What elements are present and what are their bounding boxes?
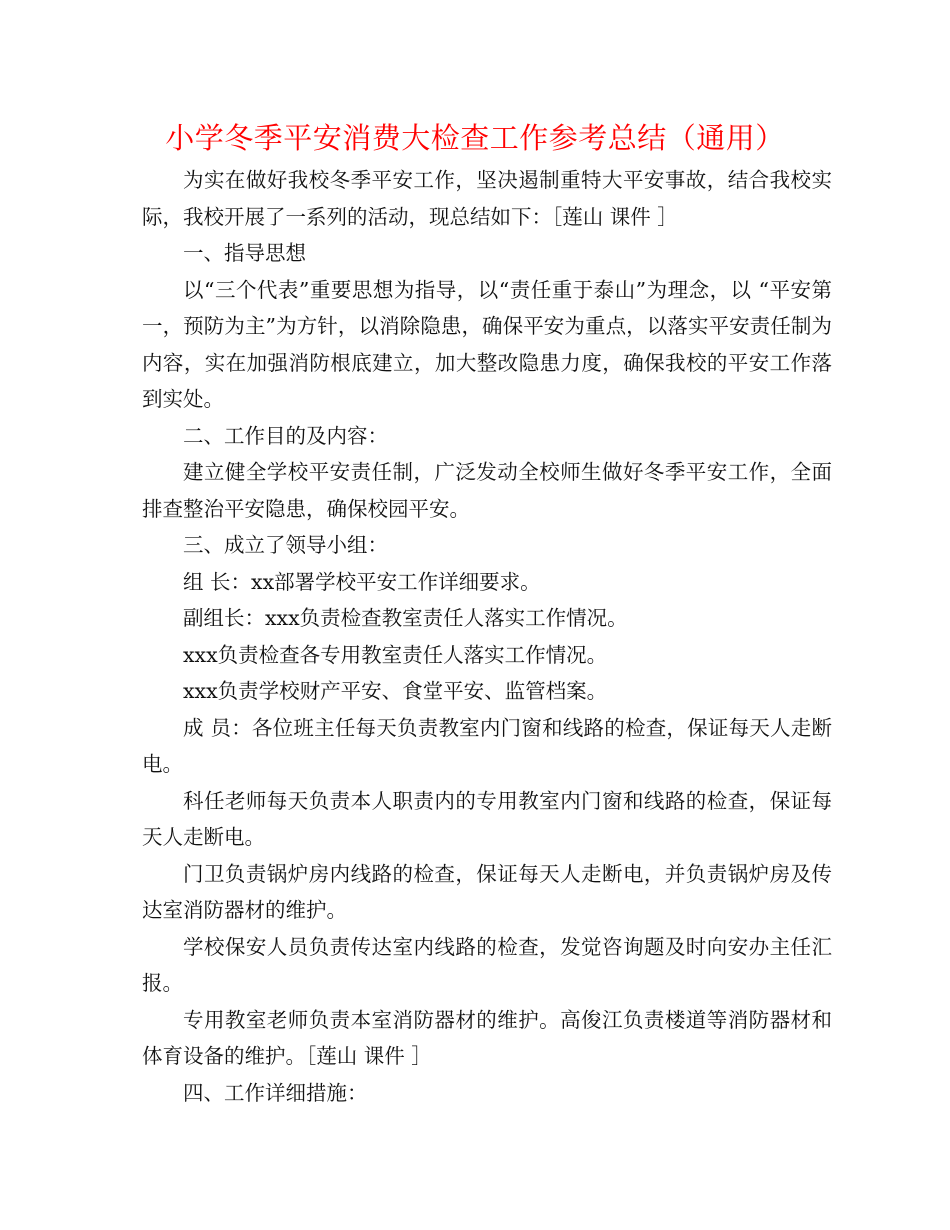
document-body xyxy=(142,162,832,1111)
paragraph-members: 成 员：各位班主任每天负责教室内门窗和线路的检查，保证每天人走断电。 xyxy=(142,715,832,776)
paragraph-member-property: xxx负责学校财产平安、食堂平安、监管档案。 xyxy=(183,679,608,703)
paragraph-group-leader: 组 长：xx部署学校平安工作详细要求。 xyxy=(183,569,541,594)
heading-guiding-ideology: 一、指导思想 xyxy=(183,241,306,265)
paragraph-subject-teachers: 科任老师每天负责本人职责内的专用教室内门窗和线路的检查，保证每天人走断电。 xyxy=(142,788,832,849)
heading-detailed-measures: 四、工作详细措施： xyxy=(183,1080,368,1105)
heading-work-goals: 二、工作目的及内容： xyxy=(183,423,388,448)
paragraph-gatekeeper: 门卫负责锅炉房内线路的检查，保证每天人走断电，并负责锅炉房及传达室消防器材的维护。 xyxy=(142,861,832,922)
heading-leadership-group: 三、成立了领导小组： xyxy=(183,533,388,557)
paragraph-intro: 为实在做好我校冬季平安工作，坚决遏制重特大平安事故，结合我校实际，我校开展了一系列的活动，现总结如下：［莲山 课件 ］ xyxy=(142,168,832,229)
paragraph-deputy-leader: 副组长：xxx负责检查教室责任人落实工作情况。 xyxy=(183,606,628,630)
document-title: 小学冬季平安消费大检查工作参考总结（通用） xyxy=(165,121,785,155)
paragraph-guiding-ideology: 以“三个代表”重要思想为指导，以“责任重于泰山”为理念，以 “平安第一，预防为主”为方针，以消除隐患，确保平安为重点，以落实平安责任制为内容，实在加强消防根底建立，加大整改隐患力度，确保我校的平安工作落到实处。 xyxy=(142,277,832,411)
paragraph-security-staff: 学校保安人员负责传达室内线路的检查，发觉咨询题及时向安办主任汇报。 xyxy=(142,934,832,995)
paragraph-work-goals: 建立健全学校平安责任制，广泛发动全校师生做好冬季平安工作，全面排查整治平安隐患，确保校园平安。 xyxy=(142,460,832,521)
paragraph-member-classrooms: xxx负责检查各专用教室责任人落实工作情况。 xyxy=(183,642,608,667)
paragraph-special-classroom-teachers: 专用教室老师负责本室消防器材的维护。高俊江负责楼道等消防器材和体育设备的维护。［莲山 课件 ］ xyxy=(142,1007,832,1068)
